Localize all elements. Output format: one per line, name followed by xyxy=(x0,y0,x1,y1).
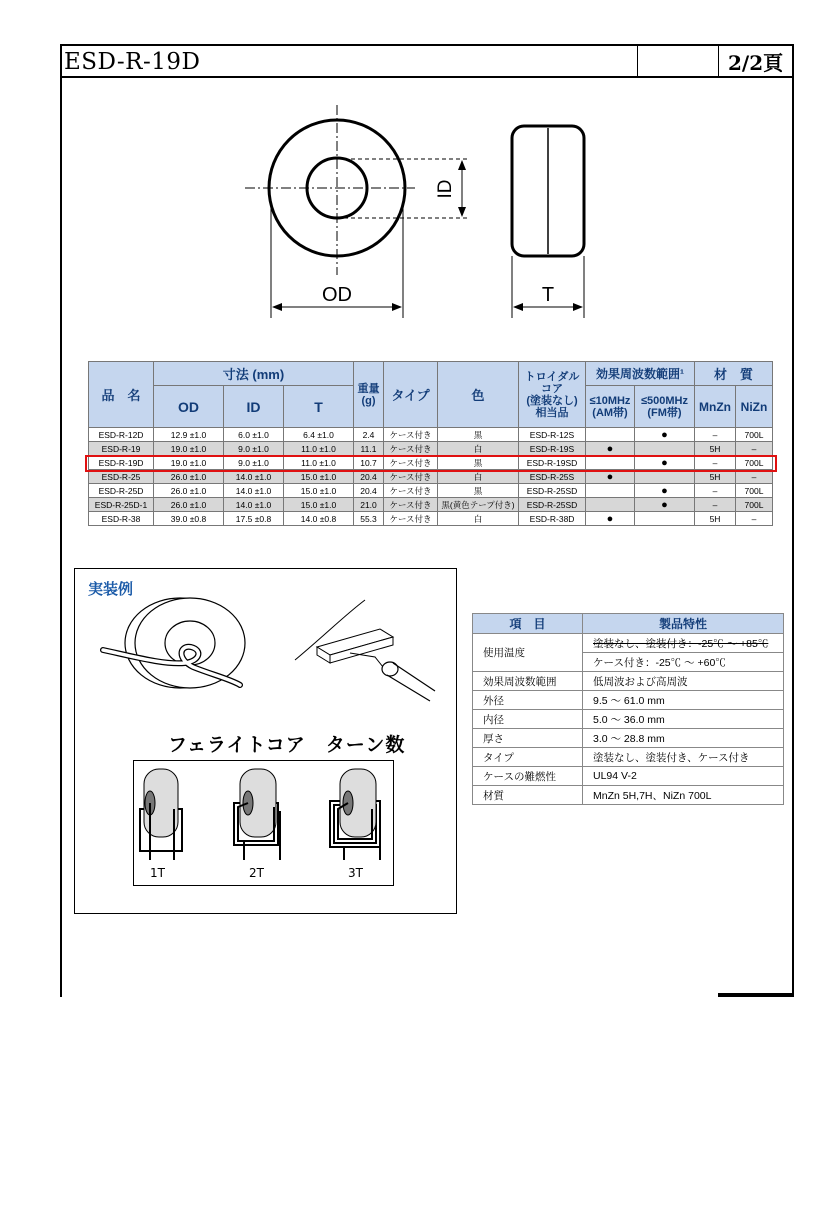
current-model-highlight xyxy=(85,455,777,472)
spec-cell-type: ケース付き xyxy=(384,470,438,484)
prop-row xyxy=(473,786,784,805)
spec-cell-name: ESD-R-38 xyxy=(89,512,154,526)
frame-left-border xyxy=(60,44,62,997)
spec-cell-type: ケース付き xyxy=(384,484,438,498)
frame-right-border xyxy=(792,44,794,997)
core-on-cable-illustration xyxy=(103,598,245,688)
prop-row xyxy=(473,710,784,729)
mounting-title: 実装例 xyxy=(88,580,134,598)
od-label: OD xyxy=(322,284,352,306)
spec-cell-color: 黒 xyxy=(438,484,519,498)
prop-row xyxy=(473,691,784,710)
prop-value: UL94 V-2 xyxy=(583,767,784,786)
col-header-material: 材 質 xyxy=(695,362,773,386)
spec-cell-name: ESD-R-19D xyxy=(89,456,154,470)
prop-value-temp-struck: 塗装なし、塗装付き：-25℃ ～ +85℃ xyxy=(583,634,784,653)
spec-cell-type: ケース付き xyxy=(384,428,438,442)
spec-cell-id: 9.0 ±1.0 xyxy=(224,442,284,456)
turn-label-1t: 1T xyxy=(150,866,165,880)
spec-cell-weight: 20.4 xyxy=(354,484,384,498)
spec-cell-fm: ● xyxy=(635,428,695,442)
spec-cell-fm xyxy=(635,442,695,456)
spec-cell-type: ケース付き xyxy=(384,442,438,456)
product-properties-table xyxy=(472,613,784,805)
turns-diagram xyxy=(134,761,391,861)
prop-value: 塗装なし、塗装付き、ケース付き xyxy=(583,748,784,767)
spec-cell-id: 17.5 ±0.8 xyxy=(224,512,284,526)
spec-cell-toroidal: ESD-R-12S xyxy=(519,428,586,442)
turn-label-3t: 3T xyxy=(348,866,363,880)
spec-table-row xyxy=(89,512,773,526)
spec-cell-mnzn: – xyxy=(695,484,736,498)
spec-cell-name: ESD-R-25D xyxy=(89,484,154,498)
prop-label: 内径 xyxy=(473,710,583,729)
spec-cell-am: ● xyxy=(586,512,635,526)
spec-cell-color: 黒 xyxy=(438,456,519,470)
spec-cell-color: 黒(黄色テープ付き) xyxy=(438,498,519,512)
spec-cell-od: 26.0 ±1.0 xyxy=(154,484,224,498)
spec-cell-fm xyxy=(635,512,695,526)
spec-table-row xyxy=(89,442,773,456)
spec-cell-toroidal: ESD-R-25SD xyxy=(519,484,586,498)
spec-cell-name: ESD-R-25 xyxy=(89,470,154,484)
spec-cell-color: 白 xyxy=(438,470,519,484)
spec-cell-mnzn: 5H xyxy=(695,512,736,526)
col-header-mnzn: MnZn xyxy=(695,386,736,428)
spec-cell-fm: ● xyxy=(635,456,695,470)
spec-cell-mnzn: 5H xyxy=(695,442,736,456)
spec-cell-weight: 11.1 xyxy=(354,442,384,456)
spec-table-row xyxy=(89,498,773,512)
prop-value: MnZn 5H,7H、NiZn 700L xyxy=(583,786,784,805)
spec-cell-toroidal: ESD-R-19SD xyxy=(519,456,586,470)
core-dimension-drawing xyxy=(240,100,600,320)
spec-table-row xyxy=(89,428,773,442)
spec-cell-od: 26.0 ±1.0 xyxy=(154,498,224,512)
col-header-od: OD xyxy=(154,386,224,428)
spec-cell-t: 15.0 ±1.0 xyxy=(284,470,354,484)
spec-cell-od: 19.0 ±1.0 xyxy=(154,442,224,456)
product-spec-table xyxy=(88,361,773,526)
spec-cell-toroidal: ESD-R-25S xyxy=(519,470,586,484)
spec-cell-am xyxy=(586,498,635,512)
connector-with-core-illustration xyxy=(295,600,435,701)
three-turn-core xyxy=(330,769,380,860)
spec-cell-color: 黒 xyxy=(438,428,519,442)
spec-cell-am xyxy=(586,428,635,442)
prop-label: 材質 xyxy=(473,786,583,805)
col-header-t: T xyxy=(284,386,354,428)
two-turn-core xyxy=(234,769,280,860)
header-cell-divider xyxy=(637,44,638,77)
spec-cell-toroidal: ESD-R-25SD xyxy=(519,498,586,512)
spec-cell-toroidal: ESD-R-38D xyxy=(519,512,586,526)
spec-cell-type: ケース付き xyxy=(384,498,438,512)
footer-bar xyxy=(718,993,794,997)
col-header-dims: 寸法 (mm) xyxy=(154,362,354,386)
turns-title: フェライトコア ターン数 xyxy=(168,734,406,756)
spec-cell-t: 11.0 ±1.0 xyxy=(284,442,354,456)
spec-cell-name: ESD-R-12D xyxy=(89,428,154,442)
prop-label-temp: 使用温度 xyxy=(473,634,583,672)
spec-cell-t: 11.0 ±1.0 xyxy=(284,456,354,470)
col-header-type: タイプ xyxy=(384,362,438,428)
page-number: 2/2頁 xyxy=(728,51,784,75)
spec-cell-id: 14.0 ±1.0 xyxy=(224,498,284,512)
col-header-toroidal: トロイダル コア (塗装なし) 相当品 xyxy=(519,362,586,428)
prop-value: 低周波および高周波 xyxy=(583,672,784,691)
prop-row xyxy=(473,748,784,767)
spec-cell-color: 白 xyxy=(438,442,519,456)
spec-cell-id: 14.0 ±1.0 xyxy=(224,484,284,498)
spec-cell-id: 9.0 ±1.0 xyxy=(224,456,284,470)
spec-cell-mnzn: – xyxy=(695,456,736,470)
spec-cell-od: 39.0 ±0.8 xyxy=(154,512,224,526)
one-turn-core xyxy=(140,769,182,860)
spec-cell-weight: 20.4 xyxy=(354,470,384,484)
spec-cell-nizn: – xyxy=(736,470,773,484)
prop-label: 厚さ xyxy=(473,729,583,748)
prop-value: 9.5 ～ 61.0 mm xyxy=(583,691,784,710)
frame-top-border xyxy=(60,44,794,46)
spec-cell-mnzn: – xyxy=(695,428,736,442)
spec-cell-t: 14.0 ±0.8 xyxy=(284,512,354,526)
prop-label: 外径 xyxy=(473,691,583,710)
prop-label: ケースの難燃性 xyxy=(473,767,583,786)
spec-cell-weight: 55.3 xyxy=(354,512,384,526)
col-header-freq-am: ≤10MHz (AM帯) xyxy=(586,386,635,428)
prop-value: 3.0 ～ 28.8 mm xyxy=(583,729,784,748)
spec-cell-nizn: – xyxy=(736,512,773,526)
spec-cell-toroidal: ESD-R-19S xyxy=(519,442,586,456)
spec-cell-nizn: 700L xyxy=(736,484,773,498)
spec-cell-am: ● xyxy=(586,442,635,456)
prop-header-value: 製品特性 xyxy=(583,614,784,634)
spec-cell-fm: ● xyxy=(635,498,695,512)
spec-table-row xyxy=(89,484,773,498)
turn-label-2t: 2T xyxy=(249,866,264,880)
spec-cell-nizn: 700L xyxy=(736,498,773,512)
prop-value: 5.0 ～ 36.0 mm xyxy=(583,710,784,729)
spec-cell-weight: 2.4 xyxy=(354,428,384,442)
col-header-nizn: NiZn xyxy=(736,386,773,428)
spec-cell-nizn: 700L xyxy=(736,428,773,442)
spec-cell-type: ケース付き xyxy=(384,512,438,526)
spec-cell-t: 15.0 ±1.0 xyxy=(284,498,354,512)
spec-cell-fm: ● xyxy=(635,484,695,498)
header-cell-divider xyxy=(718,44,719,77)
spec-cell-id: 14.0 ±1.0 xyxy=(224,470,284,484)
spec-cell-am xyxy=(586,484,635,498)
prop-value-temp-case: ケース付き：-25℃ ～ +60℃ xyxy=(583,653,784,672)
spec-cell-mnzn: – xyxy=(695,498,736,512)
spec-cell-name: ESD-R-25D-1 xyxy=(89,498,154,512)
col-header-weight: 重量 (g) xyxy=(354,362,384,428)
spec-cell-mnzn: 5H xyxy=(695,470,736,484)
spec-cell-weight: 10.7 xyxy=(354,456,384,470)
spec-cell-am: ● xyxy=(586,470,635,484)
id-label: ID xyxy=(435,179,457,199)
mounting-illustration xyxy=(95,595,440,705)
t-label: T xyxy=(541,284,555,306)
col-header-freq: 効果周波数範囲¹ xyxy=(586,362,695,386)
spec-cell-od: 12.9 ±1.0 xyxy=(154,428,224,442)
prop-label: 効果周波数範囲 xyxy=(473,672,583,691)
document-title: ESD-R-19D xyxy=(64,49,201,75)
prop-row xyxy=(473,729,784,748)
spec-cell-name: ESD-R-19 xyxy=(89,442,154,456)
prop-row xyxy=(473,672,784,691)
col-header-name: 品 名 xyxy=(89,362,154,428)
spec-cell-od: 26.0 ±1.0 xyxy=(154,470,224,484)
prop-header-item: 項 目 xyxy=(473,614,583,634)
spec-cell-t: 6.4 ±1.0 xyxy=(284,428,354,442)
spec-cell-color: 白 xyxy=(438,512,519,526)
spec-cell-nizn: – xyxy=(736,442,773,456)
prop-row xyxy=(473,767,784,786)
spec-cell-weight: 21.0 xyxy=(354,498,384,512)
spec-cell-t: 15.0 ±1.0 xyxy=(284,484,354,498)
col-header-id: ID xyxy=(224,386,284,428)
col-header-color: 色 xyxy=(438,362,519,428)
spec-cell-id: 6.0 ±1.0 xyxy=(224,428,284,442)
col-header-freq-fm: ≤500MHz (FM帯) xyxy=(635,386,695,428)
spec-cell-type: ケース付き xyxy=(384,456,438,470)
prop-label: タイプ xyxy=(473,748,583,767)
spec-cell-od: 19.0 ±1.0 xyxy=(154,456,224,470)
spec-cell-nizn: 700L xyxy=(736,456,773,470)
